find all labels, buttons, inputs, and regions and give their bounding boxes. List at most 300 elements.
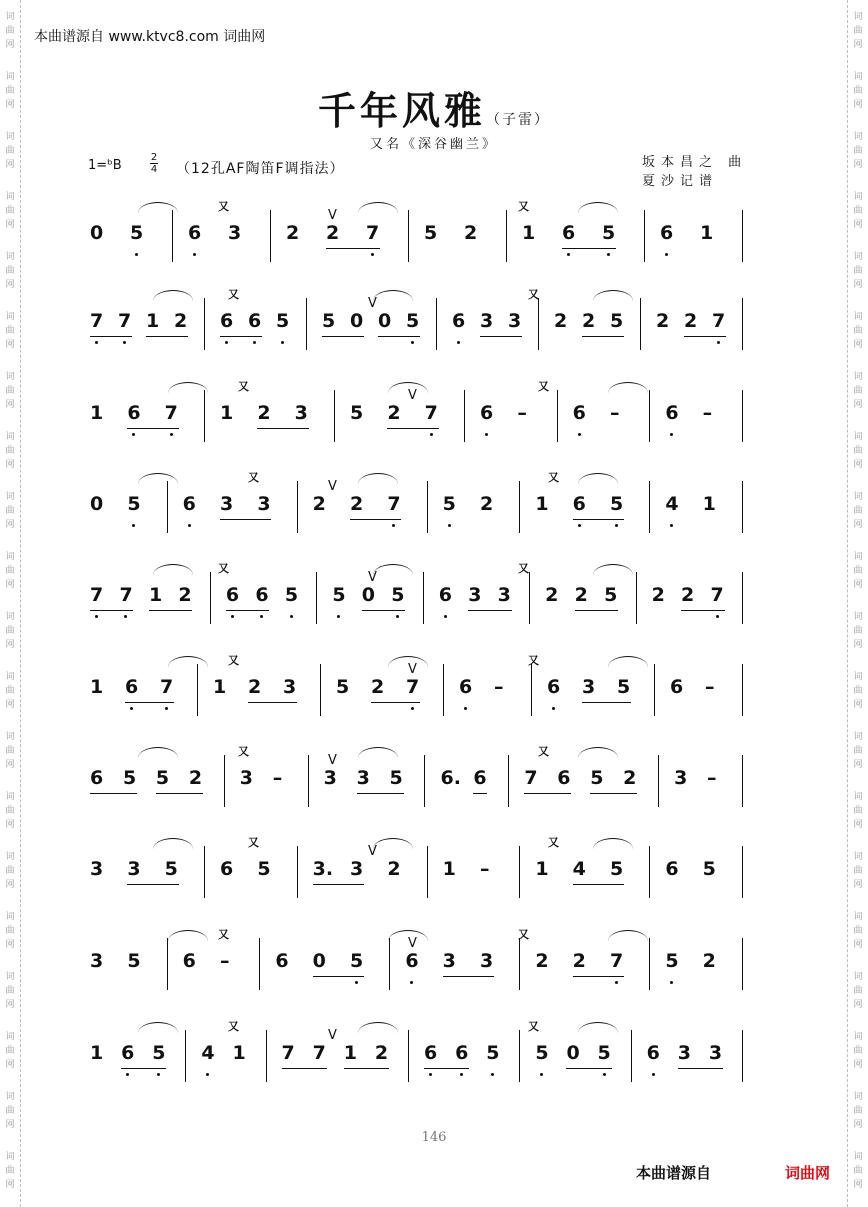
note: 6 bbox=[459, 676, 473, 698]
watermark-text: 词 曲 网 bbox=[853, 372, 863, 410]
note: 2 bbox=[545, 584, 559, 606]
note: 3 bbox=[497, 584, 511, 606]
watermark-text: 词 曲 网 bbox=[5, 192, 15, 230]
underline-beam bbox=[282, 1068, 327, 1069]
note: 5 bbox=[350, 402, 364, 424]
note: 1 bbox=[535, 858, 549, 880]
underline-beam bbox=[125, 702, 174, 703]
note: 7 bbox=[366, 222, 380, 244]
watermark-text: 词 曲 网 bbox=[853, 492, 863, 530]
note: 3 bbox=[480, 310, 494, 332]
barline bbox=[531, 664, 532, 716]
low-octave-dot bbox=[430, 433, 433, 436]
watermark-text: 词 曲 网 bbox=[853, 252, 863, 290]
low-octave-dot bbox=[124, 615, 127, 618]
ornament-mark-icon: 又 bbox=[228, 288, 239, 301]
barline bbox=[389, 938, 390, 990]
watermark-text: 词 曲 网 bbox=[853, 312, 863, 350]
note: 6 bbox=[182, 493, 196, 515]
note: 7 bbox=[90, 310, 104, 332]
low-octave-dot bbox=[464, 707, 467, 710]
underline-beam bbox=[257, 428, 308, 429]
underline-beam bbox=[387, 428, 438, 429]
underline-beam bbox=[326, 248, 380, 249]
note: 7 bbox=[118, 310, 132, 332]
barline bbox=[197, 664, 198, 716]
watermark-text: 词 曲 网 bbox=[5, 792, 15, 830]
low-octave-dot bbox=[457, 341, 460, 344]
slur bbox=[138, 202, 178, 213]
slur bbox=[578, 202, 618, 213]
barline bbox=[644, 210, 645, 262]
barline bbox=[649, 481, 650, 533]
watermark-text: 词 曲 网 bbox=[853, 432, 863, 470]
barline bbox=[742, 210, 743, 262]
note: 5 bbox=[155, 767, 170, 789]
watermark-text: 词 曲 网 bbox=[5, 132, 15, 170]
note: 1 bbox=[90, 402, 104, 424]
underline-beam bbox=[220, 336, 262, 337]
barline bbox=[631, 1030, 632, 1082]
ornament-mark-icon: 又 bbox=[228, 1020, 239, 1033]
underline-beam bbox=[362, 610, 405, 611]
low-octave-dot bbox=[485, 433, 488, 436]
note: 1 bbox=[90, 676, 104, 698]
note: 3 bbox=[674, 767, 688, 789]
barline bbox=[519, 846, 520, 898]
barline bbox=[334, 390, 335, 442]
slur bbox=[373, 564, 413, 575]
low-octave-dot bbox=[578, 433, 581, 436]
low-octave-dot bbox=[126, 1073, 129, 1076]
note: 6 bbox=[220, 310, 234, 332]
barline bbox=[658, 755, 659, 807]
underline-beam bbox=[371, 702, 420, 703]
breath-mark-icon: V bbox=[368, 296, 377, 311]
underline-beam bbox=[127, 884, 178, 885]
low-octave-dot bbox=[130, 707, 133, 710]
low-octave-dot bbox=[448, 524, 451, 527]
breath-mark-icon: V bbox=[408, 388, 417, 403]
low-octave-dot bbox=[290, 615, 293, 618]
ornament-mark-icon: 又 bbox=[238, 380, 249, 393]
watermark-text: 词 曲 网 bbox=[853, 552, 863, 590]
note: 7 bbox=[424, 402, 438, 424]
slur bbox=[578, 747, 618, 758]
note: 5 bbox=[610, 858, 624, 880]
watermark-text: 词 曲 网 bbox=[5, 972, 15, 1010]
note: 6 bbox=[188, 222, 202, 244]
underline-beam bbox=[468, 610, 511, 611]
note: 6 bbox=[670, 676, 684, 698]
note: 6 bbox=[255, 584, 269, 606]
barline bbox=[742, 664, 743, 716]
time-bottom: 4 bbox=[150, 164, 158, 175]
note: 5 bbox=[602, 222, 616, 244]
underline-beam bbox=[127, 428, 178, 429]
slur bbox=[168, 656, 208, 667]
note: 6. bbox=[440, 767, 461, 789]
barline bbox=[436, 298, 437, 350]
note: 2 bbox=[480, 493, 494, 515]
slur bbox=[578, 1022, 618, 1033]
barline bbox=[742, 298, 743, 350]
note: 3 bbox=[480, 950, 494, 972]
underline-beam bbox=[566, 1068, 611, 1069]
note: 2 bbox=[554, 310, 568, 332]
barline bbox=[424, 755, 425, 807]
underline-beam bbox=[90, 336, 132, 337]
note: – bbox=[494, 676, 504, 698]
low-octave-dot bbox=[157, 1073, 160, 1076]
underline-beam bbox=[443, 976, 494, 977]
watermark-text: 词 曲 网 bbox=[5, 72, 15, 110]
low-octave-dot bbox=[578, 524, 581, 527]
low-octave-dot bbox=[371, 253, 374, 256]
barline bbox=[538, 298, 539, 350]
note: 6 bbox=[220, 858, 234, 880]
barline bbox=[508, 755, 509, 807]
note: 5 bbox=[127, 950, 141, 972]
fingering-note: （12孔AF陶笛F调指法） bbox=[176, 161, 345, 177]
underline-beam bbox=[226, 610, 269, 611]
note: 6 bbox=[125, 676, 139, 698]
note: 3 bbox=[508, 310, 522, 332]
barline bbox=[423, 572, 424, 624]
low-octave-dot bbox=[132, 524, 135, 527]
note: 5 bbox=[424, 222, 438, 244]
note: 3. bbox=[312, 858, 334, 880]
underline-beam bbox=[248, 702, 297, 703]
slur bbox=[153, 838, 193, 849]
watermark-text: 词 曲 网 bbox=[5, 492, 15, 530]
note: 5 bbox=[164, 858, 178, 880]
low-octave-dot bbox=[281, 341, 284, 344]
note: 2 bbox=[535, 950, 549, 972]
note: 7 bbox=[312, 1042, 326, 1064]
underline-beam bbox=[313, 884, 364, 885]
breath-mark-icon: V bbox=[328, 1028, 337, 1043]
low-octave-dot bbox=[411, 341, 414, 344]
slur bbox=[578, 473, 618, 484]
ornament-mark-icon: 又 bbox=[518, 200, 529, 213]
time-signature bbox=[150, 152, 158, 175]
ornament-mark-icon: 又 bbox=[248, 471, 259, 484]
note: 7 bbox=[164, 402, 178, 424]
note: 0 bbox=[312, 950, 326, 972]
barline bbox=[204, 846, 205, 898]
note: 5 bbox=[389, 767, 403, 789]
note: 4 bbox=[572, 858, 586, 880]
breath-mark-icon: V bbox=[408, 662, 417, 677]
underline-beam bbox=[573, 519, 624, 520]
barline bbox=[742, 572, 743, 624]
note: 1 bbox=[442, 858, 456, 880]
note: 7 bbox=[160, 676, 174, 698]
ornament-mark-icon: 又 bbox=[528, 654, 539, 667]
note: 6 bbox=[547, 676, 561, 698]
low-octave-dot bbox=[165, 707, 168, 710]
note: 6 bbox=[665, 402, 679, 424]
note: 1 bbox=[343, 1042, 357, 1064]
barline bbox=[464, 390, 465, 442]
ornament-mark-icon: 又 bbox=[548, 471, 559, 484]
underline-beam bbox=[573, 884, 624, 885]
underline-beam bbox=[357, 793, 404, 794]
note: 7 bbox=[710, 584, 724, 606]
note: 5 bbox=[442, 493, 456, 515]
barline bbox=[742, 1030, 743, 1082]
barline bbox=[519, 481, 520, 533]
note: 1 bbox=[213, 676, 227, 698]
note: 2 bbox=[702, 950, 716, 972]
slur bbox=[168, 382, 208, 393]
note: 6 bbox=[562, 222, 576, 244]
underline-beam bbox=[156, 793, 203, 794]
underline-beam bbox=[582, 336, 624, 337]
low-octave-dot bbox=[135, 253, 138, 256]
watermark-text: 词 曲 网 bbox=[853, 672, 863, 710]
low-octave-dot bbox=[603, 1073, 606, 1076]
watermark-text: 词 曲 网 bbox=[5, 912, 15, 950]
note: 5 bbox=[597, 1042, 611, 1064]
low-octave-dot bbox=[670, 433, 673, 436]
note: 2 bbox=[312, 493, 326, 515]
note: 3 bbox=[220, 493, 234, 515]
note: – bbox=[480, 858, 490, 880]
note: 6 bbox=[182, 950, 196, 972]
note: 6 bbox=[660, 222, 674, 244]
ornament-mark-icon: 又 bbox=[218, 562, 229, 575]
footer-site: 词曲网 bbox=[785, 1164, 831, 1182]
note: 6 bbox=[121, 1042, 135, 1064]
breath-mark-icon: V bbox=[368, 844, 377, 859]
note: 2 bbox=[574, 584, 588, 606]
barline bbox=[529, 572, 530, 624]
note: 1 bbox=[535, 493, 549, 515]
note: 5 bbox=[284, 584, 299, 606]
ornament-mark-icon: 又 bbox=[238, 745, 249, 758]
barline bbox=[408, 210, 409, 262]
note: 7 bbox=[524, 767, 538, 789]
watermark-text: 词 曲 网 bbox=[5, 1032, 15, 1070]
low-octave-dot bbox=[444, 615, 447, 618]
note: 5 bbox=[406, 310, 420, 332]
watermark-text: 词 曲 网 bbox=[853, 192, 863, 230]
slur bbox=[168, 930, 208, 941]
note: 3 bbox=[356, 767, 370, 789]
note: 6 bbox=[405, 950, 419, 972]
note: 5 bbox=[604, 584, 618, 606]
low-octave-dot bbox=[491, 1073, 494, 1076]
note: 2 bbox=[257, 402, 271, 424]
barline bbox=[266, 1030, 267, 1082]
slur bbox=[358, 1022, 398, 1033]
note: 2 bbox=[350, 493, 364, 515]
breath-mark-icon: V bbox=[328, 479, 337, 494]
title-text: 千年风雅 bbox=[317, 88, 486, 133]
note: 6 bbox=[646, 1042, 660, 1064]
note: 2 bbox=[582, 310, 596, 332]
slur bbox=[153, 564, 193, 575]
note: 3 bbox=[228, 222, 242, 244]
slur bbox=[608, 382, 648, 393]
breath-mark-icon: V bbox=[328, 208, 337, 223]
barline bbox=[654, 664, 655, 716]
note: 6 bbox=[572, 493, 586, 515]
slur bbox=[593, 290, 633, 301]
note: 3 bbox=[677, 1042, 691, 1064]
barline bbox=[742, 938, 743, 990]
low-octave-dot bbox=[392, 524, 395, 527]
note: 5 bbox=[130, 222, 144, 244]
slur bbox=[593, 564, 633, 575]
underline-beam bbox=[424, 1068, 469, 1069]
low-octave-dot bbox=[552, 707, 555, 710]
underline-beam bbox=[121, 1068, 166, 1069]
note: 5 bbox=[152, 1042, 166, 1064]
barline bbox=[167, 938, 168, 990]
note: – bbox=[517, 402, 527, 424]
low-octave-dot bbox=[615, 981, 618, 984]
slur bbox=[138, 473, 178, 484]
watermark-text: 词 曲 网 bbox=[853, 732, 863, 770]
note: 5 bbox=[702, 858, 716, 880]
slur bbox=[373, 838, 413, 849]
note: 2 bbox=[286, 222, 300, 244]
ornament-mark-icon: 又 bbox=[218, 200, 229, 213]
note: 1 bbox=[702, 493, 716, 515]
barline bbox=[742, 390, 743, 442]
ornament-mark-icon: 又 bbox=[528, 1020, 539, 1033]
note: 6 bbox=[455, 1042, 469, 1064]
note: 0 bbox=[378, 310, 392, 332]
barline bbox=[649, 846, 650, 898]
note: 5 bbox=[391, 584, 405, 606]
barline bbox=[308, 755, 309, 807]
barline bbox=[427, 481, 428, 533]
low-octave-dot bbox=[253, 341, 256, 344]
note: 3 bbox=[323, 767, 337, 789]
underline-beam bbox=[590, 793, 637, 794]
note: – bbox=[705, 676, 715, 698]
watermark-text: 词 曲 网 bbox=[5, 1092, 15, 1130]
note: 2 bbox=[387, 402, 401, 424]
note: 2 bbox=[651, 584, 665, 606]
note: 1 bbox=[232, 1042, 246, 1064]
low-octave-dot bbox=[396, 615, 399, 618]
low-octave-dot bbox=[132, 433, 135, 436]
note: 7 bbox=[90, 584, 104, 606]
note: 6 bbox=[480, 402, 494, 424]
barline bbox=[172, 210, 173, 262]
note: 7 bbox=[712, 310, 726, 332]
note: 3 bbox=[708, 1042, 723, 1064]
barline bbox=[185, 1030, 186, 1082]
note: 6 bbox=[473, 767, 487, 789]
ornament-mark-icon: 又 bbox=[548, 836, 559, 849]
underline-beam bbox=[582, 702, 631, 703]
barline bbox=[636, 572, 637, 624]
note: 6 bbox=[557, 767, 571, 789]
low-octave-dot bbox=[170, 433, 173, 436]
low-octave-dot bbox=[716, 615, 719, 618]
note: – bbox=[707, 767, 717, 789]
key-signature: 1=ᵇB bbox=[88, 158, 122, 173]
note: 3 bbox=[468, 584, 482, 606]
low-octave-dot bbox=[206, 1073, 209, 1076]
note: 5 bbox=[610, 310, 624, 332]
low-octave-dot bbox=[95, 341, 98, 344]
slur bbox=[358, 202, 398, 213]
barline bbox=[320, 664, 321, 716]
barline bbox=[649, 938, 650, 990]
underline-beam bbox=[313, 976, 364, 977]
note: 4 bbox=[201, 1042, 215, 1064]
barline bbox=[519, 938, 520, 990]
watermark-text: 词 曲 网 bbox=[853, 12, 863, 50]
low-octave-dot bbox=[410, 981, 413, 984]
note: 5 bbox=[486, 1042, 500, 1064]
underline-beam bbox=[678, 1068, 723, 1069]
note: 3 bbox=[90, 858, 104, 880]
low-octave-dot bbox=[95, 615, 98, 618]
low-octave-dot bbox=[411, 707, 414, 710]
right-margin-watermark bbox=[847, 0, 868, 1207]
barline bbox=[297, 846, 298, 898]
watermark-text: 词 曲 网 bbox=[853, 792, 863, 830]
watermark-text: 词 曲 网 bbox=[5, 312, 15, 350]
note: 7 bbox=[281, 1042, 295, 1064]
note: 5 bbox=[276, 310, 290, 332]
song-title bbox=[0, 80, 868, 135]
note: 5 bbox=[610, 493, 624, 515]
underline-beam bbox=[90, 610, 133, 611]
low-octave-dot bbox=[460, 1073, 463, 1076]
barline bbox=[408, 1030, 409, 1082]
note: – bbox=[272, 767, 283, 789]
note: 7 bbox=[387, 493, 401, 515]
note: 6 bbox=[452, 310, 466, 332]
ornament-mark-icon: 又 bbox=[538, 380, 549, 393]
low-octave-dot bbox=[188, 524, 191, 527]
note: 5 bbox=[535, 1042, 549, 1064]
breath-mark-icon: V bbox=[368, 570, 377, 585]
barline bbox=[519, 1030, 520, 1082]
underline-beam bbox=[573, 976, 624, 977]
underline-beam bbox=[562, 248, 616, 249]
barline bbox=[640, 298, 641, 350]
note: 3 bbox=[239, 767, 253, 789]
note: 2 bbox=[656, 310, 670, 332]
watermark-text: 词 曲 网 bbox=[5, 252, 15, 290]
barline bbox=[742, 755, 743, 807]
barline bbox=[270, 210, 271, 262]
note: 3 bbox=[582, 676, 596, 698]
note: 7 bbox=[119, 584, 133, 606]
note: 6 bbox=[127, 402, 141, 424]
slur bbox=[358, 473, 398, 484]
underline-beam bbox=[344, 1068, 389, 1069]
low-octave-dot bbox=[123, 341, 126, 344]
barline bbox=[204, 298, 205, 350]
barline bbox=[557, 390, 558, 442]
slur bbox=[608, 930, 648, 941]
note: 2 bbox=[623, 767, 637, 789]
note: 6 bbox=[572, 402, 586, 424]
note: 6 bbox=[665, 858, 679, 880]
note: 7 bbox=[610, 950, 624, 972]
